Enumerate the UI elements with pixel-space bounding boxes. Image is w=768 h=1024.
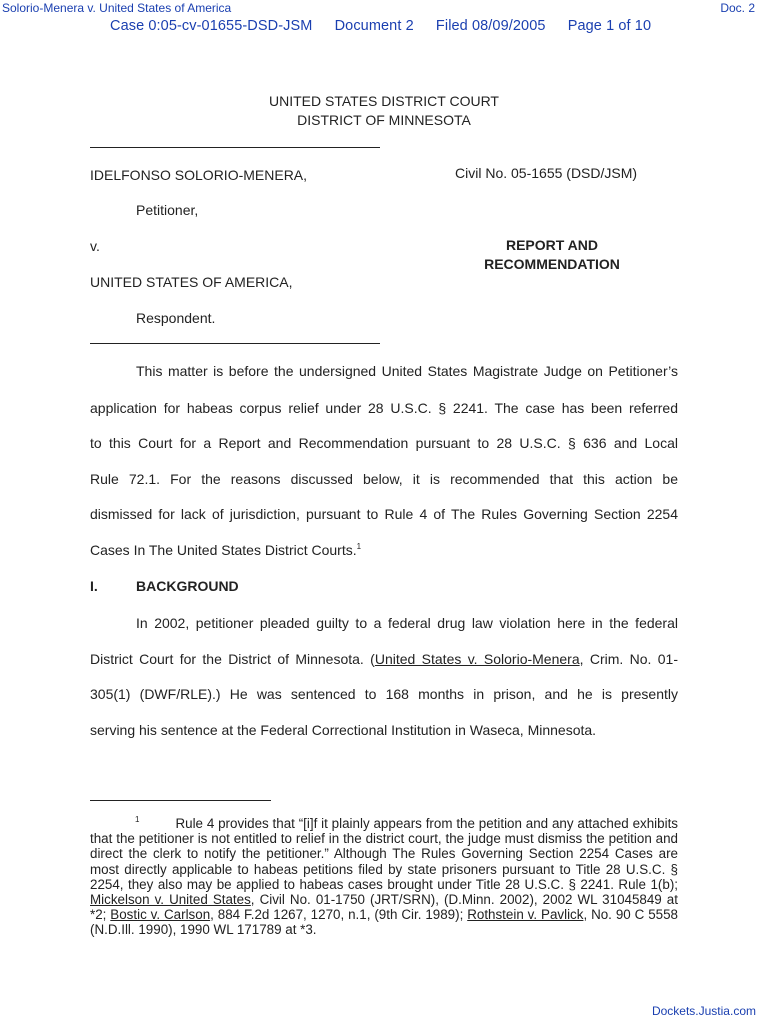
filed-date: Filed 08/09/2005	[435, 18, 546, 34]
caption-rule-top	[90, 147, 380, 148]
doc-number-link[interactable]: Doc. 2	[720, 1, 755, 15]
footnote-citation-rothstein: Rothstein v. Pavlick	[467, 907, 584, 923]
document-number: Document 2	[334, 18, 414, 34]
report-title-line2: RECOMMENDATION	[484, 256, 620, 272]
intro-line-1: This matter is before the undersigned United States Magistrate Judge on Petitioner’s	[136, 363, 678, 379]
footnote-1: $^1$ Rule 4 provides that “[i]f it plainly appears from the petition and any attached exhibits that the petitioner is not entitled to relief in the district court, the judge must dismiss the petition and direct the clerk to notify the petitioner.” Although The Rules Governing Section 2254 Cases are most directly applicable to habeas petitions filed by state prisoners pursuant to Title 28 U.S.C. § 2254, they also may be applied to habeas cases brought under Title 28 U.S.C. § 2241. Rule 1(b); Mickelson v. United States, Civil No. 01-1750 (JRT/SRN), (D.Minn. 2002), 2002 WL 31045849 at *2; Bostic v. Carlson, 884 F.2d 1267, 1270, n.1, (9th Cir. 1989); Rothstein v. Pavlick, No. 90 C 5558 (N.D.Ill. 1990), 1990 WL 171789 at *3.	[90, 815, 678, 938]
intro-line-4: Rule 72.1. For the reasons discussed below, it is recommended that this action be	[90, 471, 678, 487]
background-line-3: 305(1) (DWF/RLE).) He was sentenced to 168 months in prison, and he is presently	[90, 686, 678, 702]
footnote-mark: 1	[135, 815, 140, 824]
respondent-role: Respondent.	[136, 310, 216, 326]
caption-rule-bottom	[90, 343, 380, 344]
footnote-citation-bostic: Bostic v. Carlson	[110, 907, 211, 923]
section-heading: BACKGROUND	[136, 578, 239, 594]
background-line-2: District Court for the District of Minnesota. (United States v. Solorio-Menera, Crim. No. 01-	[90, 651, 678, 667]
petitioner-name: IDELFONSO SOLORIO-MENERA,	[90, 167, 308, 183]
background-line-4: serving his sentence at the Federal Correctional Institution in Waseca, Minnesota.	[90, 722, 597, 738]
case-number: Case 0:05-cv-01655-DSD-JSM	[110, 18, 313, 34]
respondent-name: UNITED STATES OF AMERICA,	[90, 274, 293, 290]
background-line-1: In 2002, petitioner pleaded guilty to a federal drug law violation here in the federal	[136, 615, 678, 631]
case-title-link[interactable]: Solorio-Menera v. United States of America	[2, 1, 232, 15]
civil-number: Civil No. 05-1655 (DSD/JSM)	[455, 165, 638, 181]
court-name: UNITED STATES DISTRICT COURT	[269, 93, 499, 109]
footnote-citation-mickelson: Mickelson v. United States	[90, 892, 251, 908]
case-citation: United States v. Solorio-Menera	[374, 651, 580, 667]
versus: v.	[90, 238, 100, 254]
section-number: I.	[90, 578, 98, 594]
page-indicator: Page 1 of 10	[567, 18, 652, 34]
intro-line-6: Cases In The United States District Courts.$^1$	[90, 542, 362, 558]
intro-line-2: application for habeas corpus relief under 28 U.S.C. § 2241. The case has been referred	[90, 400, 678, 416]
court-district: DISTRICT OF MINNESOTA	[297, 112, 471, 128]
petitioner-role: Petitioner,	[136, 202, 199, 218]
footnote-separator	[90, 800, 271, 801]
intro-line-3: to this Court for a Report and Recommendation pursuant to 28 U.S.C. § 636 and Local	[90, 435, 678, 451]
intro-line-5: dismissed for lack of jurisdiction, pursuant to Rule 4 of The Rules Governing Section 2254	[90, 506, 678, 522]
filing-header	[110, 18, 669, 34]
justia-link[interactable]: Dockets.Justia.com	[651, 1004, 756, 1018]
report-title-line1: REPORT AND	[505, 237, 599, 253]
footnote-ref-1[interactable]: 1	[356, 542, 362, 551]
